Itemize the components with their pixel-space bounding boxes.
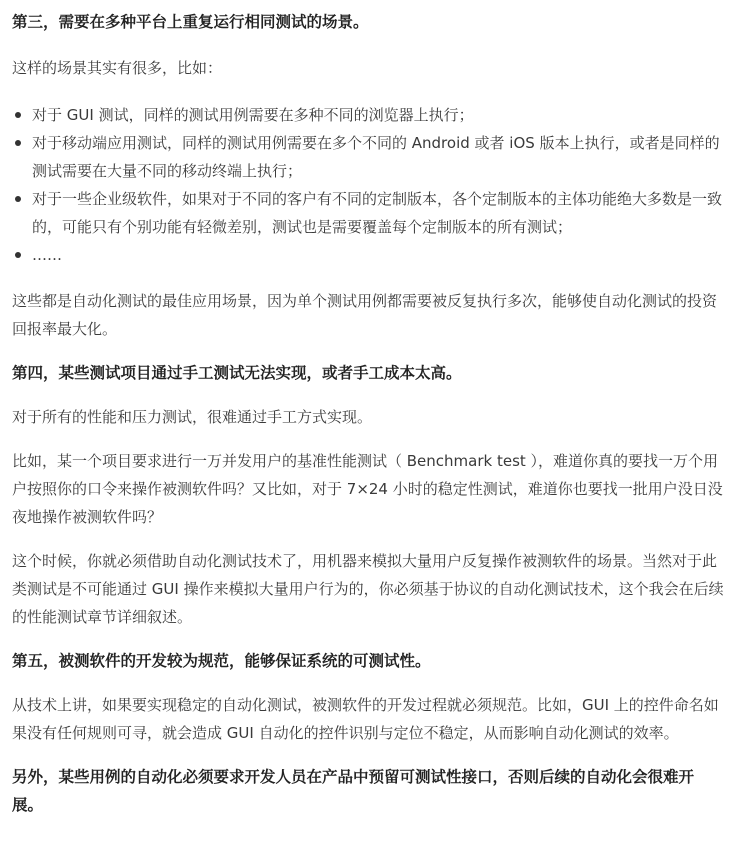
list-item-text: 对于 GUI 测试，同样的测试用例需要在多种不同的浏览器上执行； <box>32 106 474 124</box>
list-item-text: 对于移动端应用测试，同样的测试用例需要在多个不同的 Android 或者 iOS 版本上执行，或者是同样的测试需要在大量不同的移动终端上执行； <box>32 134 720 180</box>
scenario-list <box>12 101 724 269</box>
paragraph-protocol-testing: 这个时候，你就必须借助自动化测试技术了，用机器来模拟大量用户反复操作被测软件的场景。当然对于此类测试是不可能通过 GUI 操作来模拟大量用户行为的，你必须基于协议的自动化测试技术，这个我会在后续的性能测试章节详细叙述。 <box>12 552 724 626</box>
paragraph-conclusion: 这些都是自动化测试的最佳应用场景，因为单个测试用例都需要被反复执行多次，能够使自动化测试的投资回报率最大化。 <box>12 292 718 338</box>
paragraph-intro: 这样的场景其实有很多，比如： <box>12 59 223 77</box>
bullet-icon <box>15 196 21 202</box>
section-heading-fifth: 第五，被测软件的开发较为规范，能够保证系统的可测试性。 <box>12 652 431 670</box>
list-item-text: 对于一些企业级软件，如果对于不同的客户有不同的定制版本，各个定制版本的主体功能绝大多数是一致的，可能只有个别功能有轻微差别，测试也是需要覆盖每个定制版本的所有测试； <box>32 190 723 236</box>
list-item <box>12 129 724 185</box>
list-item-text: …… <box>32 246 62 264</box>
bullet-icon <box>15 252 21 258</box>
paragraph-benchmark-example: 比如，某一个项目要求进行一万并发用户的基准性能测试（ Benchmark test ），难道你真的要找一万个用户按照你的口令来操作被测软件吗？又比如，对于 7×24 小时的稳定性测试，难道你也要找一批用户没日没夜地操作被测软件吗？ <box>12 452 723 526</box>
section-heading-additional: 另外，某些用例的自动化必须要求开发人员在产品中预留可测试性接口，否则后续的自动化会很难开展。 <box>12 768 695 814</box>
paragraph-performance: 对于所有的性能和压力测试，很难通过手工方式实现。 <box>12 408 373 426</box>
list-item <box>12 101 724 129</box>
bullet-icon <box>15 140 21 146</box>
bullet-icon <box>15 112 21 118</box>
list-item <box>12 185 724 241</box>
section-heading-fourth: 第四，某些测试项目通过手工测试无法实现，或者手工成本太高。 <box>12 364 462 382</box>
paragraph-standardization: 从技术上讲，如果要实现稳定的自动化测试，被测软件的开发过程就必须规范。比如，GUI 上的控件命名如果没有任何规则可寻，就会造成 GUI 自动化的控件识别与定位不稳定，从而影响自动化测试的效率。 <box>12 696 719 742</box>
article-body <box>12 0 724 819</box>
list-item <box>12 241 724 269</box>
section-heading-third: 第三，需要在多种平台上重复运行相同测试的场景。 <box>12 13 369 31</box>
